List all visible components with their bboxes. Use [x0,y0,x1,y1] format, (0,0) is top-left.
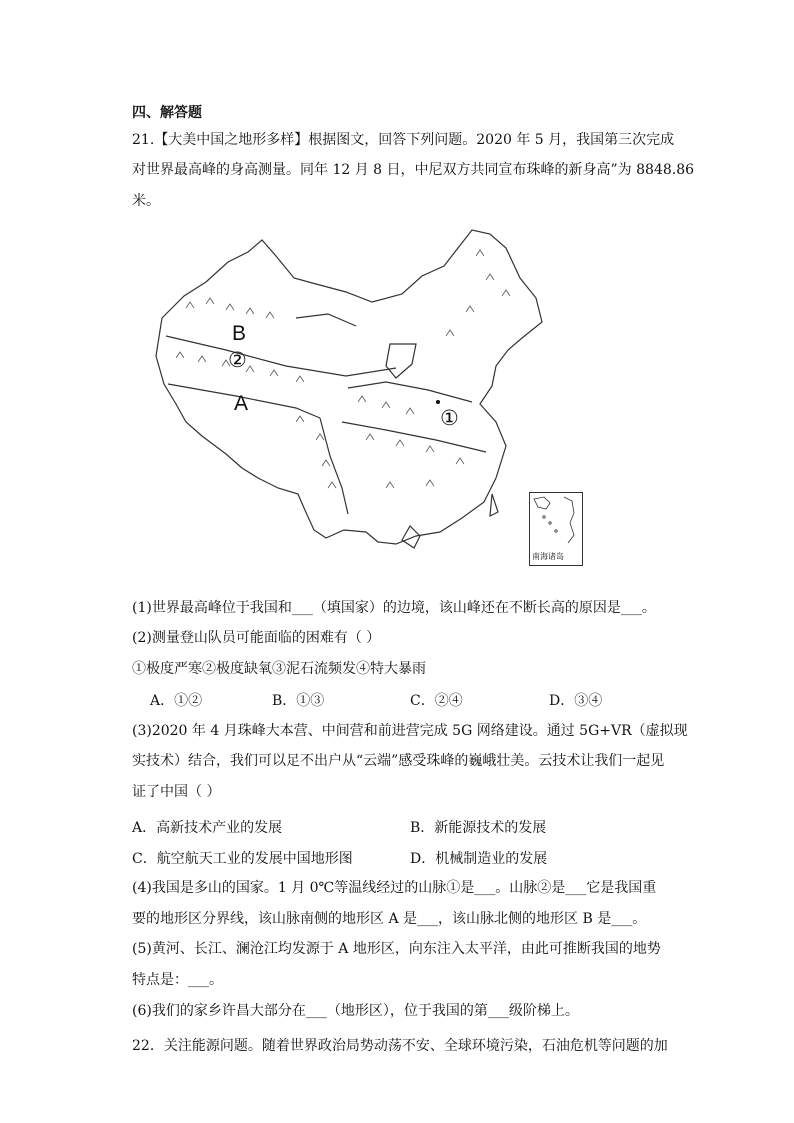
q21-sub4-line-2: 要的地形区分界线，该山脉南侧的地形区 A 是___，该山脉北侧的地形区 B 是___。 [132,911,647,927]
sub3-option-c: C．航空航天工业的发展中国地形图 [132,851,353,867]
q22-line: 22．关注能源问题。随着世界政治局势动荡不安、全球环境污染，石油危机等问题的加 [132,1038,668,1054]
south-china-sea-inset [529,492,583,566]
sub3-option-b: B．新能源技术的发展 [410,820,547,836]
q21-sub4-line-1: (4)我国是多山的国家。1 月 0℃等温线经过的山脉①是___。山脉②是___它是我国重 [132,880,657,896]
q21-sub2: (2)测量登山队员可能面临的困难有（ ） [132,630,381,646]
inset-label: 南海诸岛 [532,552,564,561]
inset-islands [530,493,582,549]
q21-intro-line-2: 对世界最高峰的身高测量。同年 12 月 8 日，中尼双方共同宣布珠峰的新身高”为 8848.86 [132,162,695,178]
q21-intro-line-3: 米。 [132,193,160,209]
q21-sub1: (1)世界最高峰位于我国和___（填国家）的边境，该山峰还在不断长高的原因是___。 [132,600,656,616]
sub2-option-d: D．③④ [549,693,603,709]
q21-sub6: (6)我们的家乡许昌大部分在___（地形区），位于我国的第___级阶梯上。 [132,1003,579,1019]
q21-sub3-line-1: (3)2020 年 4 月珠峰大本营、中间营和前进营完成 5G 网络建设。通过 5G+VR（虚拟现 [132,723,688,739]
section-title: 四、解答题 [132,105,202,121]
q21-sub3-line-3: 证了中国（ ） [132,784,221,800]
sub2-option-b: B．①③ [272,693,325,709]
map-label-1: ① [440,407,459,430]
map-label-a: A [234,392,249,415]
sub2-option-a: A．①② [150,693,203,709]
q21-sub3-line-2: 实技术）结合，我们可以足不出户从“云端”感受珠峰的巍峨壮美。云技术让我们一起见 [132,753,665,769]
map-label-b: B [232,322,247,345]
sub2-option-c: C．②④ [410,693,463,709]
q21-intro-line-1: 21.【大美中国之地形多样】根据图文，回答下列问题。2020 年 5 月，我国第三次完成 [132,132,675,148]
sub3-option-a: A．高新技术产业的发展 [132,820,283,836]
q21-sub5-line-1: (5)黄河、长江、澜沧江均发源于 A 地形区，向东注入太平洋，由此可推断我国的地势 [132,941,661,957]
q21-sub2-items: ①极度严寒②极度缺氧③泥石流频发④特大暴雨 [132,661,426,677]
sub3-option-d: D．机械制造业的发展 [410,851,548,867]
q21-sub5-line-2: 特点是：___。 [132,972,223,988]
map-label-2: ② [228,349,247,372]
